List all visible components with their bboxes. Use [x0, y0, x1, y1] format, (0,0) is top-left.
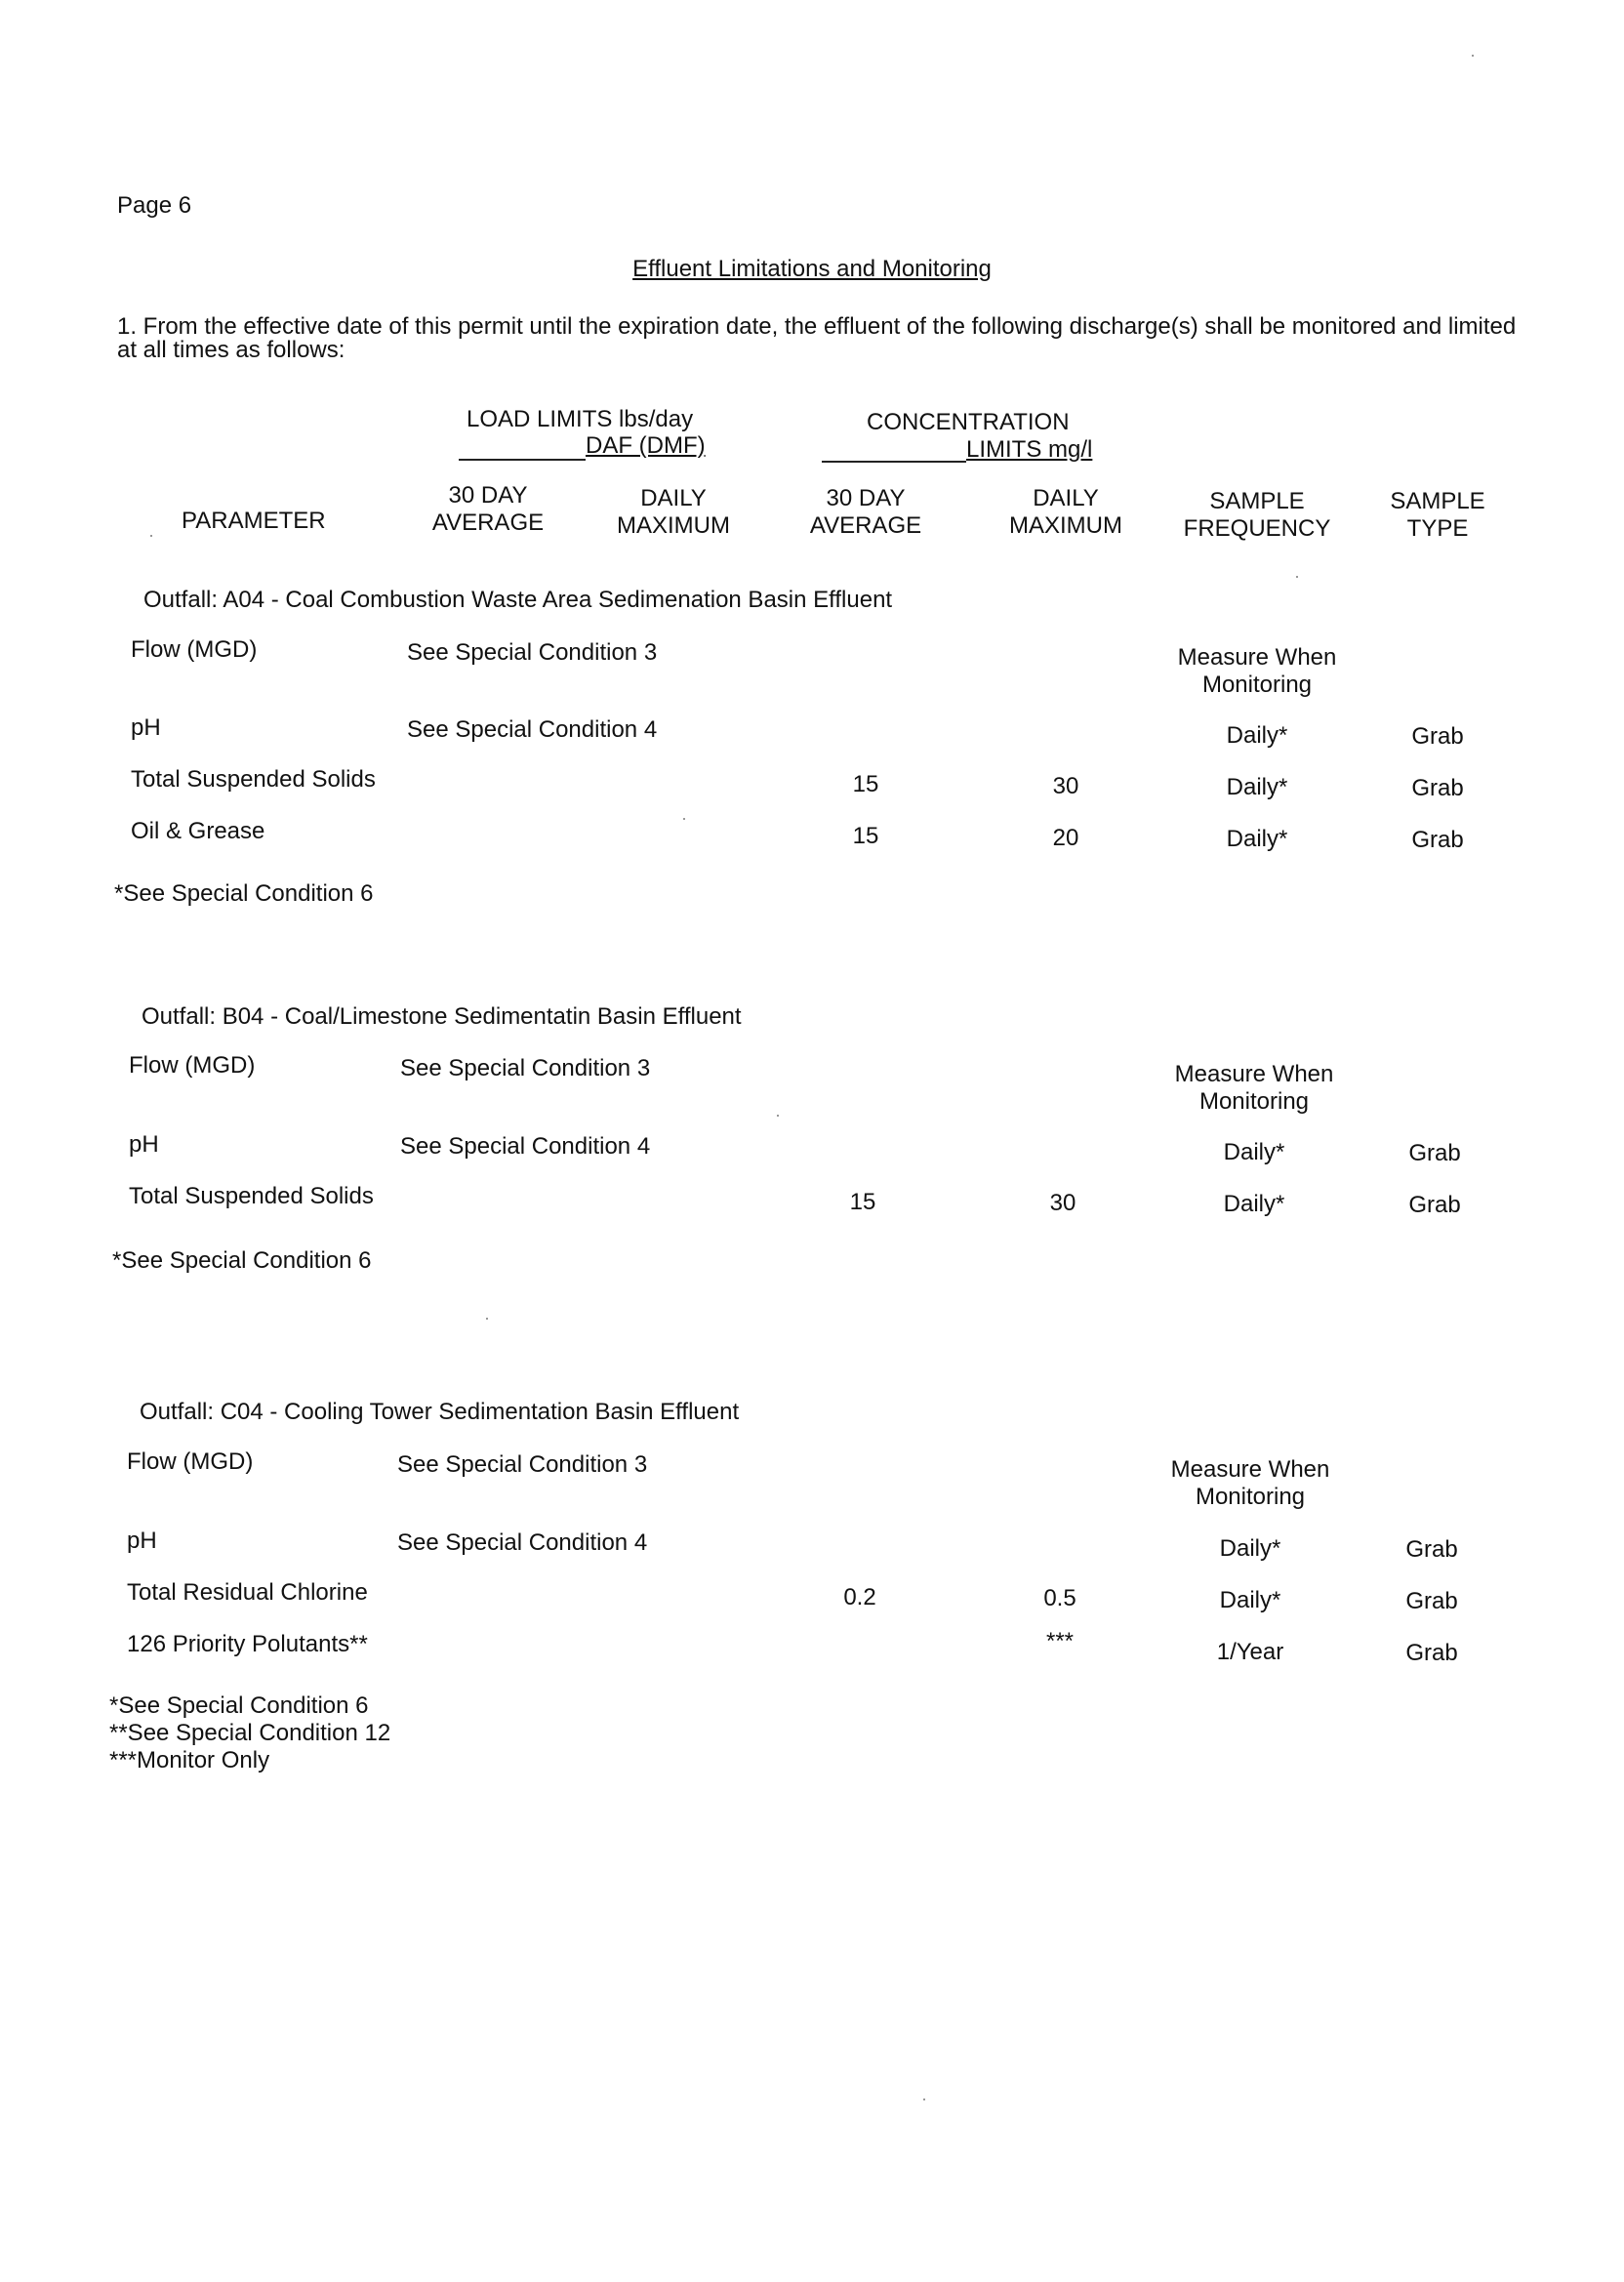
col-sample-type: SAMPLE TYPE [1390, 488, 1485, 542]
concentration-header: CONCENTRATION [867, 409, 1070, 435]
footnote: *See Special Condition 6 [112, 1247, 372, 1274]
parameter-cell: pH [127, 1528, 157, 1554]
parameter-cell: Oil & Grease [131, 818, 265, 844]
conc-max-cell: *** [1045, 1628, 1075, 1654]
frequency-cell: Daily* [1226, 826, 1288, 852]
page-label: Page 6 [117, 192, 192, 219]
sample-type-cell: Grab [1411, 775, 1464, 801]
scan-speck [923, 2099, 925, 2100]
scan-speck [486, 1318, 488, 1320]
parameter-cell: pH [129, 1131, 159, 1158]
col-parameter: PARAMETER [182, 508, 326, 534]
col-load-max: DAILY MAXIMUM [617, 485, 730, 539]
scan-speck [777, 1115, 779, 1117]
limit-note-cell: See Special Condition 4 [397, 1529, 648, 1556]
parameter-cell: Total Suspended Solids [129, 1183, 374, 1209]
frequency-cell: 1/Year [1216, 1639, 1284, 1665]
scan-speck [1296, 576, 1298, 578]
scan-speck [150, 535, 152, 537]
load-limits-header: LOAD LIMITS lbs/day [467, 406, 694, 432]
sample-type-cell: Grab [1408, 1192, 1461, 1218]
document-title: Effluent Limitations and Monitoring [632, 256, 992, 282]
scan-speck [683, 818, 685, 820]
frequency-cell: Measure When Monitoring [1174, 1061, 1334, 1115]
limit-note-cell: See Special Condition 3 [397, 1451, 648, 1478]
col-conc-max: DAILY MAXIMUM [1009, 485, 1122, 539]
intro-line-1: 1. From the effective date of this permit until the expiration date, the effluent of the following discharge(s) shall be monitored and limited [117, 313, 1517, 340]
parameter-cell: Total Residual Chlorine [127, 1579, 368, 1606]
limit-note-cell: See Special Condition 3 [407, 639, 658, 666]
conc-max-cell: 0.5 [1043, 1585, 1076, 1611]
concentration-rule [822, 461, 966, 463]
conc-avg-cell: 0.2 [843, 1584, 876, 1610]
outfall-a04-title: Outfall: A04 - Coal Combustion Waste Area Sedimenation Basin Effluent [143, 587, 893, 613]
parameter-cell: pH [131, 714, 161, 741]
conc-max-cell: 30 [1049, 1190, 1076, 1216]
conc-avg-cell: 15 [852, 823, 879, 849]
footnote: ***Monitor Only [109, 1747, 270, 1773]
frequency-cell: Daily* [1219, 1535, 1281, 1562]
frequency-cell: Daily* [1226, 774, 1288, 800]
col-conc-avg: 30 DAY AVERAGE [809, 485, 922, 539]
frequency-cell: Daily* [1223, 1191, 1285, 1217]
parameter-cell: Total Suspended Solids [131, 766, 376, 793]
frequency-cell: Measure When Monitoring [1177, 644, 1337, 698]
parameter-cell: Flow (MGD) [129, 1052, 256, 1079]
outfall-c04-title: Outfall: C04 - Cooling Tower Sedimentation Basin Effluent [140, 1399, 740, 1425]
parameter-cell: Flow (MGD) [127, 1448, 254, 1475]
load-limits-subheader: DAF (DMF) [586, 432, 706, 459]
sample-type-cell: Grab [1405, 1536, 1458, 1563]
col-sample-frequency: SAMPLE FREQUENCY [1183, 488, 1331, 542]
footnote: *See Special Condition 6 [114, 880, 374, 907]
conc-avg-cell: 15 [852, 771, 879, 797]
intro-line-2: at all times as follows: [117, 337, 345, 363]
parameter-cell: Flow (MGD) [131, 636, 258, 663]
sample-type-cell: Grab [1405, 1588, 1458, 1614]
load-limits-rule [459, 459, 586, 461]
sample-type-cell: Grab [1408, 1140, 1461, 1166]
frequency-cell: Daily* [1226, 722, 1288, 749]
footnote: *See Special Condition 6 [109, 1692, 369, 1719]
sample-type-cell: Grab [1405, 1640, 1458, 1666]
concentration-subheader: LIMITS mg/l [966, 436, 1093, 463]
conc-max-cell: 30 [1052, 773, 1079, 799]
limit-note-cell: See Special Condition 4 [407, 716, 658, 743]
frequency-cell: Measure When Monitoring [1170, 1456, 1330, 1510]
frequency-cell: Daily* [1223, 1139, 1285, 1165]
outfall-b04-title: Outfall: B04 - Coal/Limestone Sedimentatin Basin Effluent [142, 1003, 742, 1030]
sample-type-cell: Grab [1411, 723, 1464, 750]
col-load-avg: 30 DAY AVERAGE [431, 482, 545, 536]
conc-max-cell: 20 [1052, 825, 1079, 851]
limit-note-cell: See Special Condition 3 [400, 1055, 651, 1081]
scan-speck [1472, 55, 1474, 57]
frequency-cell: Daily* [1219, 1587, 1281, 1613]
conc-avg-cell: 15 [849, 1189, 876, 1215]
footnote: **See Special Condition 12 [109, 1720, 391, 1746]
sample-type-cell: Grab [1411, 827, 1464, 853]
parameter-cell: 126 Priority Polutants** [127, 1631, 368, 1657]
limit-note-cell: See Special Condition 4 [400, 1133, 651, 1160]
